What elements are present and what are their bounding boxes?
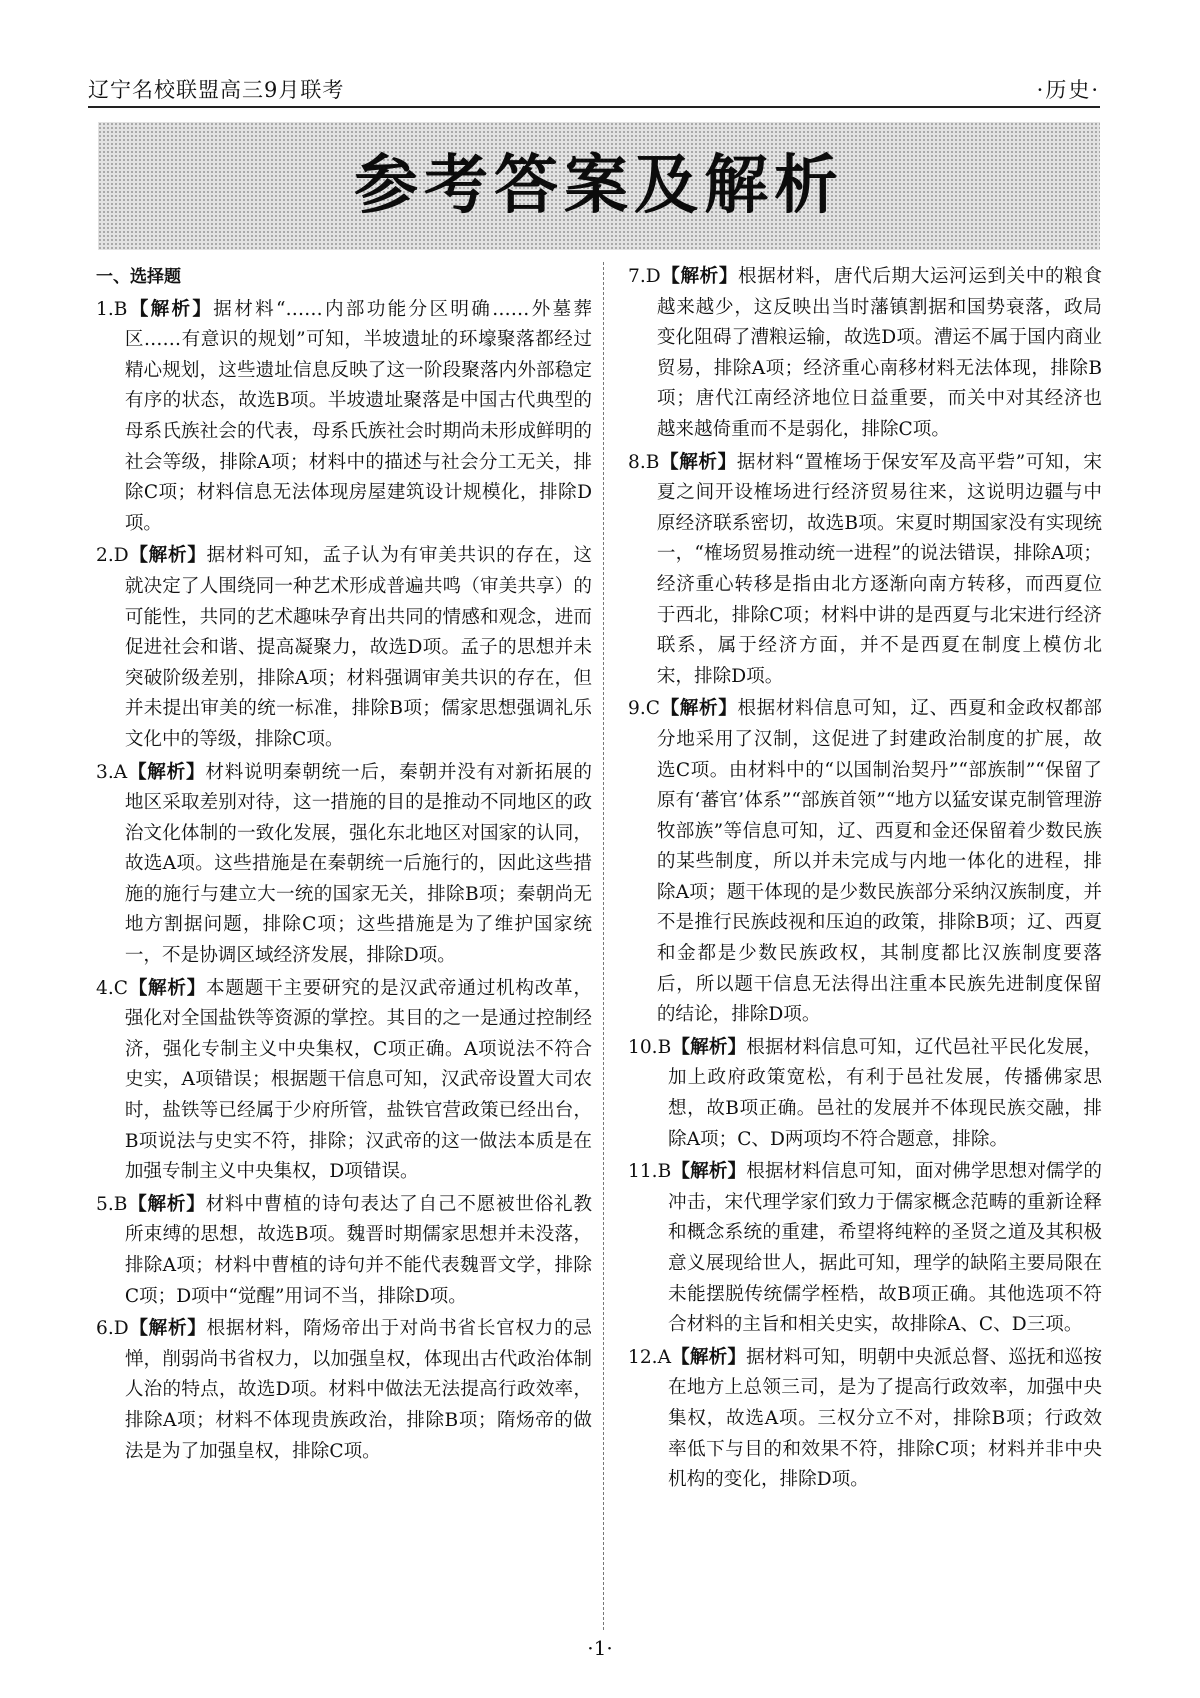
answer-number: 1.B <box>96 298 128 320</box>
answer-text: 据材料“置榷场于保安军及高平砦”可知，宋夏之间开设榷场进行经济贸易往来，这说明边疆与中原经济联系密切，故选B项。宋夏时期国家没有实现统一，“榷场贸易推动统一进程”的说法错误，排除A项；经济重心转移是指由北方逐渐向南方转移，而西夏位于西北，排除C项；材料中讲的是西夏与北宋进行经济联系，属于经济方面，并不是西夏在制度上模仿北宋，排除D项。 <box>656 451 1102 687</box>
analysis-tag: 【解析】 <box>127 761 206 783</box>
answer-text: 本题题干主要研究的是汉武帝通过机构改革，强化对全国盐铁等资源的掌控。其目的之一是通过控制经济，强化专制主义中央集权，C项正确。A项说法不符合史实，A项错误；根据题干信息可知，汉武帝设置大司农时，盐铁等已经属于少府所管，盐铁官营政策已经出台，B项说法与史实不符，排除；汉武帝的这一做法本质是在加强专制主义中央集权，D项错误。 <box>124 977 592 1183</box>
answer-number: 11.B <box>628 1161 672 1183</box>
analysis-tag: 【解析】 <box>671 1161 747 1183</box>
answer-number: 4.C <box>96 977 128 999</box>
answer-number: 3.A <box>96 761 128 783</box>
header-subject: ·历史· <box>1036 78 1100 102</box>
answer-number: 12.A <box>628 1346 671 1368</box>
answer-number: 9.C <box>628 698 660 720</box>
answer-item <box>628 1343 1102 1496</box>
answer-item <box>628 1033 1102 1155</box>
answer-text: 材料说明秦朝统一后，秦朝并没有对新拓展的地区采取差别对待，这一措施的目的是推动不同地区的政治文化体制的一致化发展，强化东北地区对国家的认同，故选A项。这些措施是在秦朝统一后施行的，因此这些措施的施行与建立大一统的国家无关，排除B项；秦朝尚无地方割据问题，排除C项；这些措施是为了维护国家统一，不是协调区域经济发展，排除D项。 <box>124 761 592 967</box>
answer-item <box>96 758 592 972</box>
page-header <box>88 76 1100 108</box>
answer-text: 根据材料，唐代后期大运河运到关中的粮食越来越少，这反映出当时藩镇割据和国势衰落，政局变化阻碍了漕粮运输，故选D项。漕运不属于国内商业贸易，排除A项；经济重心南移材料无法体现，排除B项；唐代江南经济地位日益重要，而关中对其经济也越来越倚重而不是弱化，排除C项。 <box>656 266 1102 440</box>
analysis-tag: 【解析】 <box>659 698 738 720</box>
analysis-tag: 【解析】 <box>128 545 207 567</box>
answer-item <box>96 295 592 540</box>
column-divider <box>603 262 604 1630</box>
answer-text: 材料中曹植的诗句表达了自己不愿被世俗礼教所束缚的思想，故选B项。魏晋时期儒家思想并未没落，排除A项；材料中曹植的诗句并不能代表魏晋文学，排除C项；D项中“觉醒”用词不当，排除D项。 <box>124 1193 592 1307</box>
answer-item <box>96 974 592 1188</box>
title-banner <box>98 122 1100 250</box>
answer-item <box>628 1157 1102 1341</box>
header-exam-title: 辽宁名校联盟高三9月联考 <box>88 78 345 102</box>
analysis-tag: 【解析】 <box>128 1318 207 1340</box>
analysis-tag: 【解析】 <box>671 1346 747 1368</box>
analysis-tag: 【解析】 <box>127 298 214 320</box>
answer-item <box>96 1190 592 1312</box>
answer-item <box>628 694 1102 1031</box>
answer-number: 5.B <box>96 1193 128 1215</box>
answer-text: 根据材料信息可知，面对佛学思想对儒学的冲击，宋代理学家们致力于儒家概念范畴的重新诠释和概念系统的重建，希望将纯粹的圣贤之道及其积极意义展现给世人，据此可知，理学的缺陷主要局限在未能摆脱传统儒学桎梏，故B项正确。其他选项不符合材料的主旨和相关史实，故排除A、C、D三项。 <box>667 1161 1102 1336</box>
answer-number: 8.B <box>628 451 660 473</box>
right-column <box>628 262 1102 1498</box>
page-number: ·1· <box>587 1636 613 1660</box>
analysis-tag: 【解析】 <box>659 451 737 473</box>
left-column <box>96 262 592 1469</box>
answer-number: 10.B <box>628 1036 672 1058</box>
answer-number: 7.D <box>628 266 661 287</box>
answer-text: 据材料“……内部功能分区明确……外墓葬区……有意识的规划”可知，半坡遗址的环壕聚落都经过精心规划，这些遗址信息反映了这一阶段聚落内外部稳定有序的状态，故选B项。半坡遗址聚落是中国古代典型的母系氏族社会的代表，母系氏族社会时期尚未形成鲜明的社会等级，排除A项；材料中的描述与社会分工无关，排除C项；材料信息无法体现房屋建筑设计规模化，排除D项。 <box>124 298 592 534</box>
answer-item <box>628 262 1102 446</box>
answer-text: 据材料可知，明朝中央派总督、巡抚和巡按在地方上总领三司，是为了提高行政效率，加强中央集权，故选A项。三权分立不对，排除B项；行政效率低下与目的和效果不符，排除C项；材料并非中央机构的变化，排除D项。 <box>667 1346 1102 1491</box>
answer-text: 根据材料，隋炀帝出于对尚书省长官权力的忌惮，削弱尚书省权力，以加强皇权，体现出古代政治体制人治的特点，故选D项。材料中做法无法提高行政效率，排除A项；材料不体现贵族政治，排除B项；隋炀帝的做法是为了加强皇权，排除C项。 <box>124 1318 592 1462</box>
answer-text: 根据材料信息可知，辽代邑社平民化发展，加上政府政策宽松，有利于邑社发展，传播佛家思想，故B项正确。邑社的发展并不体现民族交融，排除A项；C、D两项均不符合题意，排除。 <box>667 1036 1102 1150</box>
answer-item <box>628 448 1102 693</box>
analysis-tag: 【解析】 <box>127 977 207 999</box>
answer-item <box>96 541 592 755</box>
answer-item <box>96 1314 592 1467</box>
analysis-tag: 【解析】 <box>671 1036 747 1058</box>
analysis-tag: 【解析】 <box>660 266 739 287</box>
banner-title: 参考答案及解析 <box>354 149 844 223</box>
answer-text: 根据材料信息可知，辽、西夏和金政权都部分地采用了汉制，这促进了封建政治制度的扩展，故选C项。由材料中的“以国制治契丹”“部族制”“保留了原有‘蕃官’体系”“部族首领”“地方以猛安谋克制管理游牧部族”等信息可知，辽、西夏和金还保留着少数民族的某些制度，所以并未完成与内地一体化的进程，排除A项；题干体现的是少数民族部分采纳汉族制度，并不是推行民族歧视和压迫的政策，排除B项；辽、西夏和金都是少数民族政权，其制度都比汉族制度要落后，所以题干信息无法得出注重本民族先进制度保留的结论，排除D项。 <box>656 698 1102 1026</box>
answer-number: 2.D <box>96 545 129 567</box>
analysis-tag: 【解析】 <box>127 1193 206 1215</box>
section-title: 一、选择题 <box>96 267 181 287</box>
answer-number: 6.D <box>96 1318 129 1340</box>
answer-text: 据材料可知，孟子认为有审美共识的存在，这就决定了人围绕同一种艺术形成普遍共鸣（审美共享）的可能性，共同的艺术趣味孕育出共同的情感和观念，进而促进社会和谐、提高凝聚力，故选D项。孟子的思想并未突破阶级差别，排除A项；材料强调审美共识的存在，但并未提出审美的统一标准，排除B项；儒家思想强调礼乐文化中的等级，排除C项。 <box>124 545 592 750</box>
